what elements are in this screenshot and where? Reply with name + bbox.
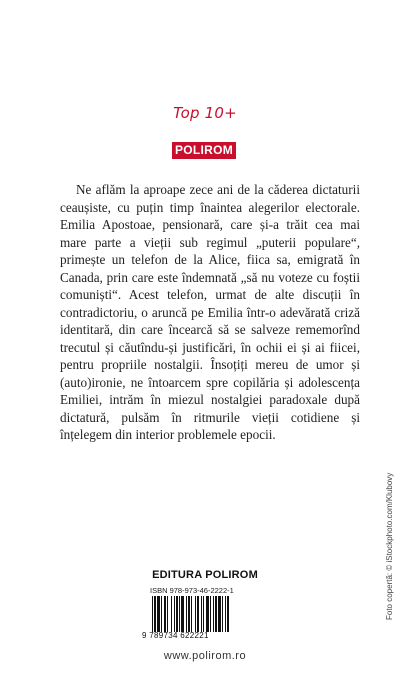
series-logo: Top 10+ [173, 104, 237, 122]
publisher-website: www.polirom.ro [163, 650, 247, 662]
publisher-name: EDITURA POLIROM [152, 569, 258, 581]
barcode-digits: 9 789734 622221 [142, 631, 209, 640]
barcode-icon [150, 596, 260, 634]
isbn-label: ISBN 978-973-46-2222-1 [150, 586, 234, 595]
photo-credit: Foto copertă: © iStockphoto.com/Klubovy [385, 472, 394, 620]
publisher-badge: POLIROM [172, 142, 236, 159]
back-cover-blurb: Ne aflăm la aproape zece ani de la căderea dictaturii ceaușiste, cu puțin timp înaintea alegerilor electorale. Emilia Apostoae, pensionară, care și-a trăit cea mai mare parte a vieții sub regimul „puterii populare“, primește un telefon de la Alice, fiica sa, emigrată în Canada, prin care este îndemnată „să nu voteze cu foștii comuniști“. Acest telefon, urmat de alte discuții în contradictoriu, o aruncă pe Emilia într-o adevărată criză identitară, din care încearcă să se salveze rememorînd trecutul și căutîndu-și justificări, în ochii ei și ai fiicei, pentru propriile nostalgii. Însoțiți mereu de umor și (auto)ironie, ne întoarcem spre copilăria și adolescența Emiliei, intrăm în miezul nostalgiei paradoxale după dictatură, pulsăm în ritmurile vieții cotidiene și înțelegem din interior problemele epocii. [60, 182, 360, 442]
